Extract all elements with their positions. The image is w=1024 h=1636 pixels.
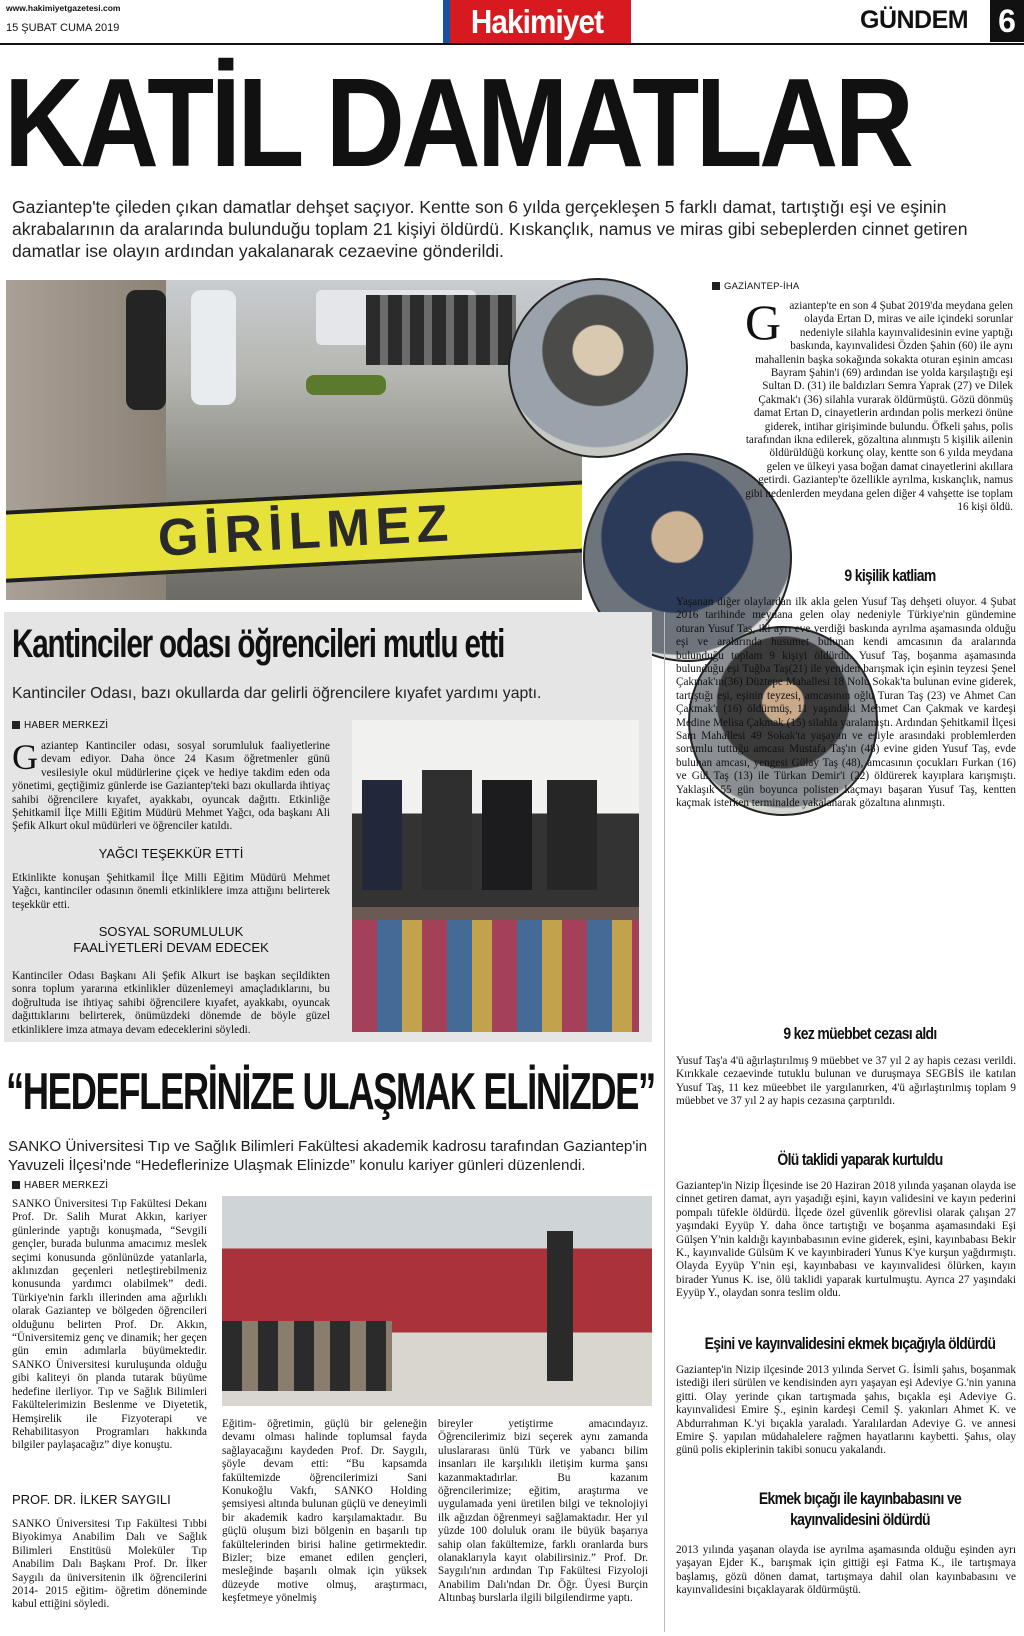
section-label: GÜNDEM [860,6,969,34]
kantin-p2: Etkinlikte konuşan Şehitkamil İlçe Milli Eğitim Müdürü Mehmet Yağcı, kantinciler odasının önemli etkinliklere imza attığını belirterek teşekkür etti. [12,872,330,911]
sanko-col1b: SANKO Üniversitesi Tıp Fakültesi Tıbbi Biyokimya Anabilim Dalı ve Sağlık Bilimleri Enstitüsü Moleküler Tıp Anabilim Dalı Başkanı Prof. Dr. İlker Saygılı da üniversitenin ilk öğrencilerini 2014- 2015 eğitim- öğretim döneminde kabul ettiğini söyledi. [12,1518,207,1611]
logo-text: Hakimiyet [470,3,604,40]
lead-subhead-3: Ölü taklidi yaparak kurtuldu [777,1150,943,1169]
sanko-col1: SANKO Üniversitesi Tıp Fakültesi Dekanı Prof. Dr. Salih Murat Akkın, kariyer günlerinde yaptığı konuşmada, “Sevgili gençler, burada bulunma amacımız meslek seçimi konusunda gönlünüzde yatanlarla, aklınızdan geçenleri netleştirebilmeniz konusunda yardımcı olabilmek” dedi. Türkiye'nin farklı illerinden ama ağırlıklı olarak Gaziantep ve bölgeden öğrencileri olduğunu belirten Prof. Dr. Akkın, “Üniversitemiz genç ve dinamik; her geçen gün emin adımlarla büyümektedir. SANKO Üniversitesi kuruluşunda olduğu gibi kaliteyi ön planda tutarak büyüme hedefine ilerliyor. Tıp ve Sağlık Bilimleri Fakültelerimizin Beslenme ve Diyetetik, Hemşirelik ile Fizyoterapi ve Rehabilitasyon Programları hakkında bilgiler paylaşacağız” diye konuştu. [12,1198,207,1452]
sanko-byline: HABER MERKEZİ [12,1180,108,1191]
kantin-p3: Kantinciler Odası Başkanı Ali Şefik Alkurt ise başkan seçildikten sonra toplum yararına etkinlikler düzenlemeyi amaçladıklarını, bu doğrultuda ise ihtiyaç sahibi öğrencilere kıyafet, ayakkabı, oyuncak dağıttıklarını belirterek, önümüzdeki dönemde de böyle güzel etkinliklere imza atmaya devam edeceklerini söyledi. [12,970,330,1036]
kantin-p1-block [12,737,330,834]
kantin-deck: Kantinciler Odası, bazı okullarda dar gelirli öğrencilere kıyafet yardımı yaptı. [12,685,542,702]
lead-subhead-1: 9 kişilik katliam [844,566,936,585]
kantin-dropcap: G [12,737,38,777]
lead-headline: KATİL DAMATLAR [4,52,911,194]
lead-subhead-2: 9 kez müebbet cezası aldı [783,1024,937,1043]
logo-stripe [443,0,450,44]
logo [443,0,631,44]
sanko-subhead: PROF. DR. İLKER SAYGILI [12,1492,171,1507]
suspect-photo-1 [508,278,688,458]
kantin-subhead-2a: SOSYAL SORUMLULUK [98,924,244,939]
lead-summary: Gaziantep'te çileden çıkan damatlar dehşet saçıyor. Kentte son 6 yılda gerçekleşen 5 farklı damat, tartıştığı eşi ve eşinin akrabalarının da aralarında bulunduğu toplam 21 kişiyi öldürdü. Kıskançlık, namus ve miras gibi sebeplerden cinnet getiren damatlar ise olayın ardından yakalanarak cezaevine gönderildi. [12,197,968,261]
column-divider [664,612,665,1632]
kantin-photo [352,720,639,1032]
lead-intro-text: aziantep'te en son 4 Şubat 2019'da meydana gelen olayda Ertan D, miras ve aile içindeki sorunlar nedeniyle silahla kayınvalidesinin evine yaptığı baskında, kayınvalidesi Özden Şahin (60) ile aynı mahallenin başka sokağında sokakta oturan eşinin amcası Bayram Şahin'i (69) ardından ise yolda karşılaştığı eşi Sultan D. (31) ile baldızları Semra Yaprak (27) ve Dilek Çakmak'ı (36) silahla vurarak öldürmüştü. Gözü dönmüş damat Ertan D, cinayetlerin ardından polis merkezi önüne giderek, intihar girişiminde bulundu. Öfkeli şahıs, polis tarafından ikna edilerek, gözaltına alınmıştı 5 kişilik ailenin öldürüldüğü korkunç olay, kentte son 6 yılda meydana gelen ve ülkeyi yasa boğan damat cinayetlerini akıllara getirdi. Gaziantep'te özellikle ayrılma, kıskançlık, namus gibi nedenlerden meydana gelen diğer 4 vahşette ise toplam 16 kişi öldü. [745,300,1013,514]
lead-sub5-text: 2013 yılında yaşanan olayda ise ayrılma aşamasında olduğu eşinden ayrı yaşayan Ejder K., barışmak için gittiği eşi Fatma K., ile tartışmaya başlamış, gözü dönen damat, tartışmaya dahil olan kayınbabasını ve kayınvalidesini bıçaklayarak öldürmüştü. [676,1544,1016,1597]
sanko-col2: Eğitim- öğretimin, güçlü bir geleneğin devamı olması halinde toplumsal fayda sağlayacağını kaydeden Prof. Dr. Saygılı, şöyle devam etti: “Bu kapsamda fakültemizde öğrencilerimizi Sani Konukoğlu Vakfı, SANKO Holding şemsiyesi altında bulunan güçlü ve deneyimli bir akademik kadro karşılamaktadır. Bu güçlü oluşum bizi bölgenin en başarılı tıp fakültelerinden birisi haline getirmektedir. Bizler; bize emanet edilen gençleri, mesleğinde başarılı olmak için yüksek düzeyde motive olmuş, araştırmacı, keşfetmeye yönelmiş [222,1418,427,1605]
lead-dropcap: G [745,300,782,350]
website-url: www.hakimiyetgazetesi.com [6,3,121,13]
lead-sub1-text: Yaşanan diğer olaylardan ilk akla gelen Yusuf Taş dehşeti oluyor. 4 Şubat 2016 tarihinde meydana gelen olay nedeniyle Türkiye'nin gündemine oturan Yusuf Taş, iki ayrı eve verdiği baskında ayrılma aşamasında olduğu eşi ve aralarında husumet bulunan kendi amcasının da aralarında bulunduğu toplam 9 kişiyi öldürdü. Yusuf Taş, boşanma aşamasında bulunduğu eşi Tuğba Taş(21) ile yeniden barışmak için eşinin teyzesi Şenel Çakmak'ın(36) Düztepe Mahallesi 18 Nolu Sokak'ta bulunan evine giderek, tartıştığı eşi, eşinin teyzesi, amcasının oğlu Turan Taş (23) ve Ahmet Can Çakmak'ı (16) öldürmüş, 11 yaşındaki Mehmet Can Çakmak ve kardeşi Medine Melisa Çakmak (15) silahla yaralamıştı. Ardından Şehitkamil İlçesi Sam Mahallesi 49 Sokak'ta yaşayan ve eşiyle arasındaki problemlerden sorumlu tuttuğu amcası Mustafa Taş'ın (48) evine giden Yusuf Taş, evde bulunan amcası, yengesi Gülay Taş (48), amcasının çocukları Furkan (16) ve Gül Taş (13) ile Türkan Demir'i (22) öldürerek kayıplara karışmıştı. Yaklaşık 55 gün boyunca polisten kaçmayı başaran Yusuf Taş, kentten kaçmak isterken terminalde yakalanarak gözaltına alınmıştı. [676,596,1016,810]
kantin-p1: aziantep Kantinciler odası, sosyal sorumluluk faaliyetlerine devam ediyor. Daha önce 24 Kasım öğretmenler günü vesilesiyle okul müdürlerine çiçek ve hediye takdim eden oda yönetimi, geçtiğimiz günlerde ise Gaziantep'teki bazı okullarda ihtiyaç sahibi öğrencilere kıyafet, ayakkabı, oyuncak dağıttı. Etkinliğe Şehitkamil İlçe Milli Eğitim Müdürü Mehmet Yağcı, oda başkanı Ali Şefik Alkurt okul müdürleri ve öğrenciler katıldı. [12,740,330,833]
kantin-byline: HABER MERKEZİ [12,720,108,731]
sanko-col3: bireyler yetiştirme amacındayız. Öğrencilerimiz bizi seçerek aynı zamanda uluslararası ünlü Türk ve yabancı bilim insanları ile karşılıklı iletişim kurma şansı kazanmaktadırlar. Bu kazanım öğrencilerimize; eğitim, araştırma ve uygulamada yeni üretilen bilgi ve teknolojiyi ilk ağızdan öğrenmeyi sağlamaktadır. Her yıl yüzde 100 doluluk oranı ile büyük başarıya sahip olan fakültemize, farklı oranlarda burs olanaklarıyla kayıt olabilirsiniz.” Prof. Dr. Saygılı'nın ardından Tıp Fakültesi Fizyoloji Anabilim Dalı'ndan Dr. Öğr. Üyesi Burçin Altınbaş burslarla ilgili bilgilendirme yaptı. [438,1418,648,1605]
kantin-headline: Kantinciler odası öğrencileri mutlu etti [12,622,505,666]
lead-sub2-text: Yusuf Taş'a 4'ü ağırlaştırılmış 9 müebbet ve 37 yıl 2 ay hapis cezası verildi. Kırıkkale cezaevinde tutuklu bulunan ve duruşmaya SEGBİS ile katılan Yusuf Taş, 11 kez müeebbet ile yargılanırken, 4'ü ağırlaştırılmış toplam 9 müebbet ve 37 yıl 2 ay hapis cezasına çarptırıldı. [676,1055,1016,1108]
issue-date: 15 ŞUBAT CUMA 2019 [6,22,120,34]
lead-subhead-4: Eşini ve kayınvalidesini ekmek bıçağıyla öldürdü [704,1334,996,1353]
police-tape-text: GİRİLMEZ [156,494,456,568]
kantin-subhead-2b: FAALİYETLERİ DEVAM EDECEK [73,940,269,955]
lead-byline: GAZİANTEP-İHA [712,281,799,292]
lead-subhead-5: Ekmek bıçağı ile kayınbabasını ve kayınvalidesini öldürdü [758,1489,962,1529]
kantin-subhead-1: YAĞCI TEŞEKKÜR ETTİ [98,846,244,861]
sanko-photo [222,1196,652,1406]
sanko-headline: “HEDEFLERİNİZE ULAŞMAK ELİNİZDE” [6,1063,655,1121]
lead-intro-block [745,300,1013,552]
lead-sub3-text: Gaziantep'in Nizip İlçesinde ise 20 Haziran 2018 yılında yaşanan olayda ise cinnet getiren damat, ayrı yaşadığı eşini, kayın validesini ve kayın pederini pompalı tüfekle öldürdü. İlçede özel güvenlik görevlisi olarak çalışan 27 yaşındaki Eyyüp Y. daha önce tartıştığı ve boşanma aşamasındaki Eşi Gülşen Y'nin kaldığı kayınbabasının evine giderek, eşini, kayınbabası Bekir K., kayınvalide Gülsüm K ve kayınbiraderi Yunus K'ye kurşun yağdırmıştı. Olayda Eyyüp Y'nin eşi, kayınbabası ve kayınvalidesi ölürken, kayın birader Yunus K. ise, ölü taklidi yaparak kurtulmuştu. Ayrıca 27 yaşındaki Eyyüp Y., olaydan sonra teslim oldu. [676,1180,1017,1300]
lead-sub4-text: Gaziantep'in Nizip ilçesinde 2013 yılında Servet G. İsimli şahıs, boşanmak istediği ileri sürülen ve kendisinden ayrı yaşayan eşi Adeviye G.'nin yanına gitti. Olay yerinde çıkan tartışmada şahıs, bıçakla eşi Adeviye G. kayınvalidesi Emire Ş., eşinin kardeşi Cemil Ş. yakınları Ahmet K. ve Abdurrahman K.'yi bıçakla yaraladı. Yaralılardan Adeviye G. ve annesi Emire Ş. yapılan müdahalelere rağmen hayatlarını kaybetti. Şahıs, olay günü polis ekiplerinin takibi sonucu yakalandı. [676,1364,1016,1457]
crime-scene-photo [6,280,582,600]
page-number: 6 [990,0,1024,42]
sanko-deck: SANKO Üniversitesi Tıp ve Sağlık Bilimleri Fakültesi akademik kadrosu tarafından Gaziantep'in Yavuzeli İlçesi'nde “Hedeflerinize Ulaşmak Elinizde” konulu kariyer günleri düzenlendi. [8,1138,648,1174]
